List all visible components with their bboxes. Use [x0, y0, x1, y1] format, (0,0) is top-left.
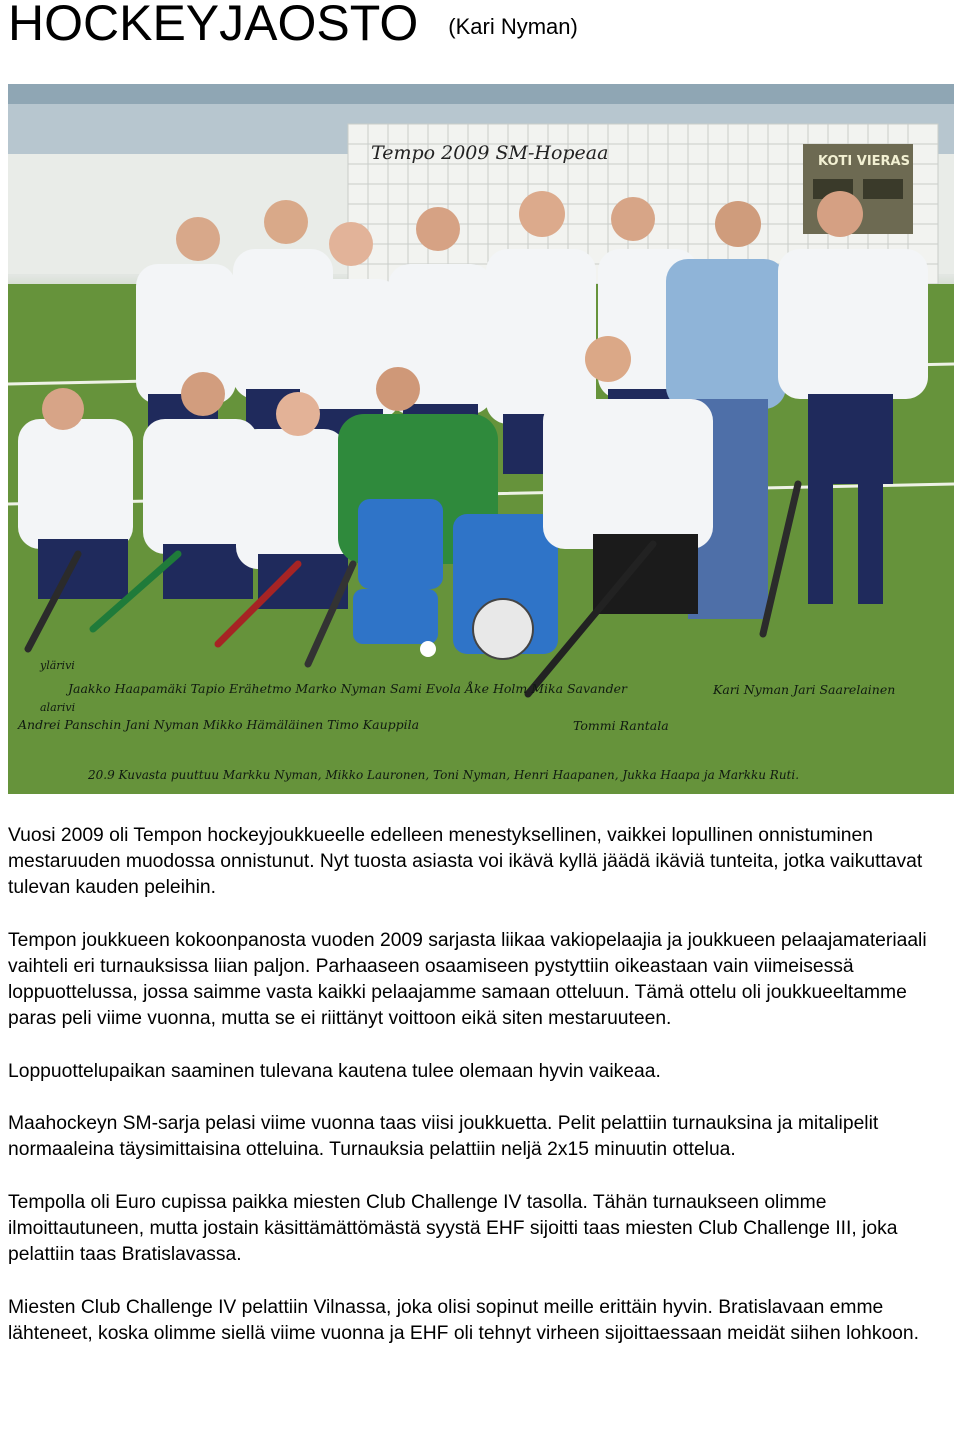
photo-banner: Tempo 2009 SM-Hopeaa [371, 142, 609, 164]
caption-names-bottom-right: Tommi Rantala [573, 718, 669, 733]
paragraph: Tempon joukkueen kokoonpanosta vuoden 2009 sarjasta liikaa vakiopelaajia ja joukkueen pelaajamateriaali vaihteli eri turnauksissa liian paljon. Parhaaseen osaamiseen pystyttiin oikeastaan vain viimeisessä loppuottelussa, jossa saimme vasta kaikki pelaajamme samaan otteluun. Tämä ottelu oli joukkueeltamme paras peli viime vuonna, mutta se ei riittänyt voittoon eikä siten mestaruuteen. [8, 929, 927, 1030]
team-photo [8, 84, 954, 794]
stadium-roof-edge [8, 84, 954, 104]
paragraph: Maahockeyn SM-sarja pelasi viime vuonna taas viisi joukkuetta. Pelit pelattiin turnauksina ja mitalipelit normaaleina täysimittaisina otteluina. Turnauksia pelattiin neljä 2x15 minuutin ottelua. [8, 1113, 879, 1161]
paragraph: Miesten Club Challenge IV pelattiin Vilnassa, joka olisi sopinut meille erittäin hyvin. Bratislavaan emme lähteneet, koska olimme siellä viime vuonna ja EHF oli tehnyt virheen sijoittaessaan meidät siihen lohkoon. [8, 1296, 919, 1344]
caption-names-top: Jaakko Haapamäki Tapio Erähetmo Marko Nyman Sami Evola Åke Holm Mika Savander [68, 681, 627, 696]
caption-names-bottom: Andrei Panschin Jani Nyman Mikko Hämäläinen Timo Kauppila [18, 717, 420, 732]
caption-label-bottom: alarivi [40, 701, 76, 714]
article-body [8, 823, 953, 1373]
scoreboard-away-digits [863, 179, 903, 199]
paragraph: Tempolla oli Euro cupissa paikka miesten Club Challenge IV tasolla. Tähän turnaukseen olimme ilmoittautuneen, mutta jostain käsittämättömästä syystä EHF sijoitti taas miesten Club Challenge III, joka pelattiin taas Bratislavassa. [8, 1191, 898, 1266]
caption-names-top-right: Kari Nyman Jari Saarelainen [713, 682, 896, 697]
scoreboard-label: KOTI VIERAS [818, 154, 910, 169]
caption-missing-note: 20.9 Kuvasta puuttuu Markku Nyman, Mikko Lauronen, Toni Nyman, Henri Haapanen, Jukka Haapa ja Markku Ruti. [88, 768, 800, 782]
ball [420, 641, 436, 657]
author-name: (Kari Nyman) [448, 14, 578, 39]
paragraph: Loppuottelupaikan saaminen tulevana kautena tulee olemaan hyvin vaikeaa. [8, 1060, 661, 1082]
page-title: HOCKEYJAOSTO [8, 0, 419, 51]
page-heading [8, 0, 578, 52]
paragraph: Vuosi 2009 oli Tempon hockeyjoukkueelle edelleen menestyksellinen, vaikkei lopullinen onnistuminen mestaruuden muodossa onnistunut. Nyt tuosta asiasta voi ikävä kyllä jäädä ikäviä tunteita, jotka vaikuttavat tulevan kauden peleihin. [8, 825, 923, 899]
caption-label-top: ylärivi [40, 659, 75, 672]
